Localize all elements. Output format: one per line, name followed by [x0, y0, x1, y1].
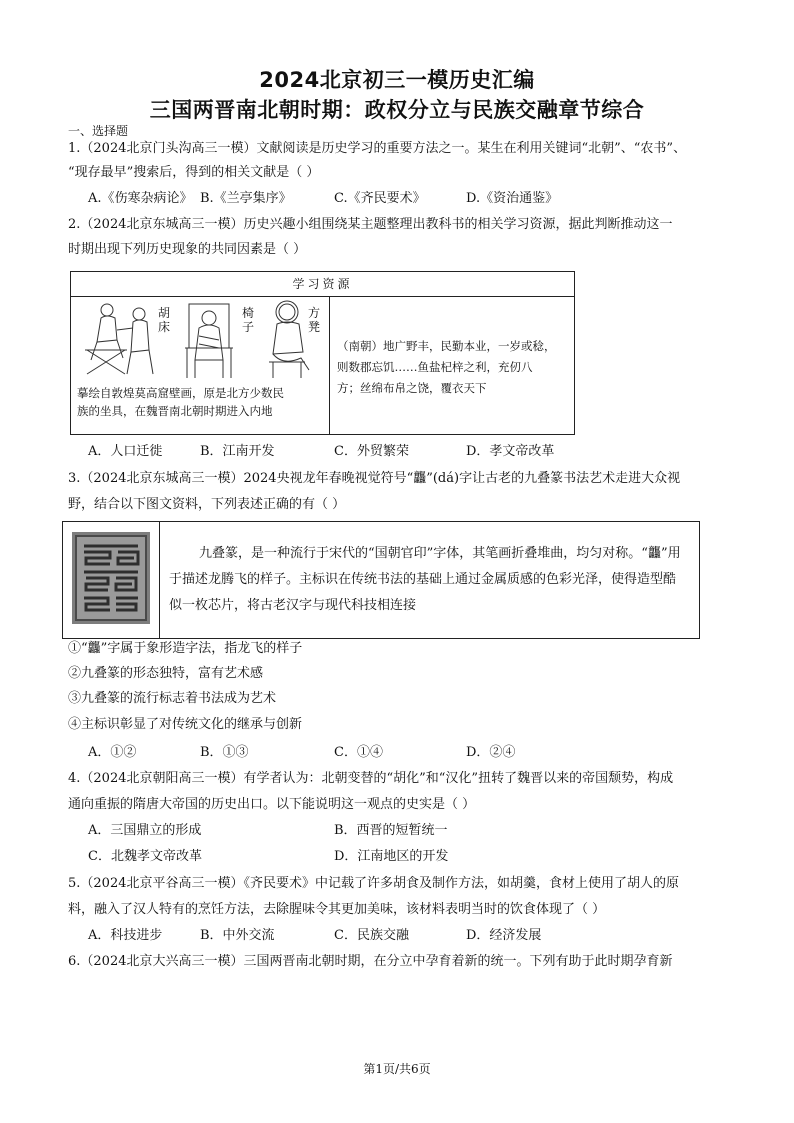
q3-option-c: C．①④: [334, 745, 383, 760]
q5-stem-line2: 料，融入了汉人特有的烹饪方法，去除腥味令其更加美味，该材料表明当时的饮食体现了（ ）: [68, 902, 606, 917]
q3-option-d: D．②④: [466, 745, 516, 760]
q5-option-c: C．民族交融: [334, 928, 409, 943]
document-title: 2024北京初三一模历史汇编: [259, 68, 535, 92]
q3-statement-4: ④主标识彰显了对传统文化的继承与创新: [68, 717, 303, 732]
q4-option-c: C．北魏孝文帝改革: [88, 849, 202, 864]
q5-option-a: A．科技进步: [88, 928, 163, 943]
material-box: [62, 521, 700, 639]
q2-stem-line1: 2.（2024北京东城高三一模）历史兴趣小组围绕某主题整理出教科书的相关学习资源，据此判断推动这一: [68, 217, 673, 232]
material-text-line3: 似一枚芯片，将古老汉字与现代科技相连接: [169, 598, 417, 613]
q2-option-c: C．外贸繁荣: [334, 444, 409, 459]
q2-stem-line2: 时期出现下列历史现象的共同因素是（ ）: [68, 242, 307, 257]
q1-option-b: B.《兰亭集序》: [200, 191, 292, 206]
q1-option-a: A.《伤寒杂病论》: [88, 191, 193, 206]
q5-option-d: D．经济发展: [466, 928, 542, 943]
q1-option-c: C.《齐民要术》: [334, 191, 426, 206]
q5-stem-line1: 5.（2024北京平谷高三一模）《齐民要术》中记载了许多胡食及制作方法，如胡羹，食材上使用了胡人的原: [68, 876, 679, 891]
document-subtitle: 三国两晋南北朝时期：政权分立与民族交融章节综合: [149, 98, 645, 122]
material-text-line1: 九叠篆，是一种流行于宋代的“国朝官印”字体，其笔画折叠堆曲，均匀对称。“龘”用: [199, 546, 681, 561]
q3-stem-line2: 野，结合以下图文资料，下列表述正确的有（ ）: [68, 497, 346, 512]
q3-option-b: B．①③: [200, 745, 249, 760]
q4-option-b: B．西晋的短暂统一: [334, 823, 448, 838]
q3-stem-line1: 3.（2024北京东城高三一模）2024央视龙年春晚视觉符号“龘”(dá)字让古老的九叠篆书法艺术走进大众视: [68, 471, 681, 486]
source-quote-line2: 则数郡忘饥……鱼盐杞梓之利，充仞八: [337, 360, 533, 374]
furniture-illustration: [77, 300, 327, 382]
source-quote-line1: （南朝）地广野丰，民勤本业，一岁或稔，: [337, 339, 556, 353]
label-huchuang: 胡床: [157, 306, 170, 334]
learning-resource-title: 学习资源: [71, 272, 574, 297]
q1-option-d: D.《资治通鉴》: [466, 191, 559, 206]
page-number: 第1页/共6页: [363, 1062, 431, 1076]
q6-stem-line1: 6.（2024北京大兴高三一模）三国两晋南北朝时期，在分立中孕育着新的统一。下列有助于此时期孕育新: [68, 954, 673, 969]
section-heading: 一、选择题: [68, 124, 129, 138]
source-quote-line3: 方；丝绵布帛之饶，覆衣天下: [337, 381, 487, 395]
box-divider: [329, 296, 330, 434]
illustration-caption-line1: 摹绘自敦煌莫高窟壁画，原是北方少数民: [77, 386, 284, 400]
illustration-caption-line2: 族的坐具，在魏晋南北朝时期进入内地: [77, 404, 273, 418]
material-divider: [159, 522, 160, 638]
q1-stem-line1: 1.（2024北京门头沟高三一模）文献阅读是历史学习的重要方法之一。某生在利用关键词“北朝”、“农书”、: [68, 141, 687, 156]
q2-option-a: A．人口迁徙: [88, 444, 163, 459]
label-fangdeng: 方凳: [307, 306, 320, 334]
material-text-line2: 于描述龙腾飞的样子。主标识在传统书法的基础上通过金属质感的色彩光泽，使得造型酷: [169, 572, 677, 587]
q4-stem-line2: 通向重振的隋唐大帝国的历史出口。以下能说明这一观点的史实是（ ）: [68, 797, 476, 812]
q3-statement-2: ②九叠篆的形态独特，富有艺术感: [68, 666, 264, 681]
q4-option-d: D．江南地区的开发: [334, 849, 449, 864]
q1-stem-line2: “现存最早”搜索后，得到的相关文献是（ ）: [68, 165, 320, 180]
q3-option-a: A．①②: [88, 745, 137, 760]
q3-statement-1: ①“龘”字属于象形造字法，指龙飞的样子: [68, 641, 303, 656]
jiudiezhuan-seal-image: [72, 532, 150, 624]
q3-statement-3: ③九叠篆的流行标志着书法成为艺术: [68, 691, 277, 706]
q4-option-a: A．三国鼎立的形成: [88, 823, 202, 838]
label-yizi: 椅子: [241, 306, 254, 334]
q2-option-b: B．江南开发: [200, 444, 275, 459]
q5-option-b: B．中外交流: [200, 928, 275, 943]
q4-stem-line1: 4.（2024北京朝阳高三一模）有学者认为：北朝变替的“胡化”和“汉化”扭转了魏晋以来的帝国颓势，构成: [68, 771, 674, 786]
learning-resource-box: [70, 271, 575, 435]
q2-option-d: D．孝文帝改革: [466, 444, 555, 459]
